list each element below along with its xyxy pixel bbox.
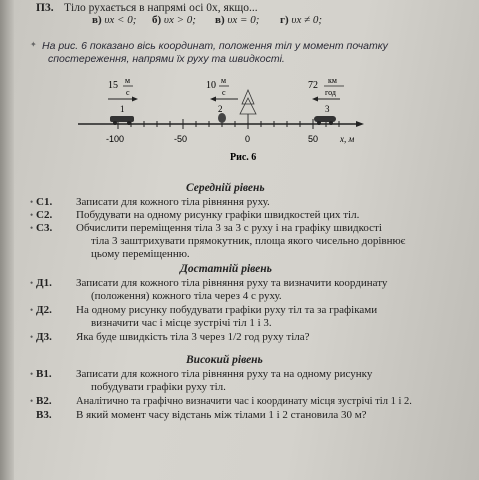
level-title-medium: Середній рівень [186, 182, 265, 194]
task-line: цьому переміщенню. [91, 248, 190, 260]
task-bullet-icon: • [30, 305, 34, 315]
tree-icon [242, 90, 254, 104]
body-2 [206, 76, 256, 123]
option-c [215, 14, 259, 26]
body-3-number: 3 [325, 104, 330, 114]
task-code: В3. [36, 409, 52, 421]
task-line: Записати для кожного тіла рівняння руху. [76, 196, 270, 208]
intro-bullet-icon: ✦ [30, 40, 37, 49]
body-3-unit-top: км [328, 76, 337, 85]
task-line: Побудувати на одному рисунку графіки швидкостей цих тіл. [76, 209, 360, 221]
body-2-unit-bottom: с [222, 88, 226, 97]
option-c-label: в) [215, 14, 225, 26]
task-bullet-icon: • [30, 223, 34, 233]
body-3 [308, 76, 344, 125]
task-code: С3. [36, 222, 53, 234]
intro-line-1: На рис. 6 показано вісь координат, положення тіл у момент початку [42, 40, 388, 52]
task-code: С2. [36, 209, 53, 221]
tick-label-0: 0 [245, 134, 251, 144]
body-1-number: 1 [120, 104, 125, 114]
intro-line-2: спостереження, напрями їх руху та швидкості. [48, 53, 285, 65]
option-b-text: υx > 0; [163, 14, 196, 26]
question-stem: Тіло рухається в напрямі осі 0х, якщо... [64, 2, 258, 14]
task-line: Яка буде швидкість тіла 3 через 1/2 год руху тіла? [76, 331, 310, 343]
body-3-speed: 72 [308, 80, 318, 91]
task-line: визначити час і місце зустрічі тіл 1 і 3. [91, 317, 272, 329]
figure-caption: Рис. 6 [230, 152, 257, 163]
task-code: С1. [36, 196, 53, 208]
option-d-text: υx ≠ 0; [291, 14, 323, 26]
task-line: На одному рисунку побудувати графіки руху тіл та за графіками [76, 304, 378, 316]
body-1 [108, 76, 138, 125]
tick-label-minus-100: -100 [106, 134, 125, 144]
task-line: Аналітично та графічно визначити час і координату місця зустрічі тіл 1 і 2. [76, 396, 412, 407]
tick-label-50: 50 [308, 134, 319, 144]
option-d [280, 14, 322, 26]
axis-label: x, м [340, 134, 355, 144]
option-c-text: υx = 0; [227, 14, 260, 26]
body-3-unit-bottom: год [325, 88, 336, 97]
body-2-arrow-head-icon [210, 97, 216, 102]
task-bullet-icon: • [30, 278, 34, 288]
task-bullet-icon: • [30, 210, 34, 220]
task-code: Д3. [36, 331, 52, 343]
option-a-label: в) [92, 14, 102, 26]
task-bullet-icon: • [30, 197, 34, 207]
task-bullet-icon: • [30, 332, 34, 342]
body-2-number: 2 [218, 104, 223, 114]
body-2-speed: 10 [206, 80, 216, 91]
x-axis-arrow-icon [356, 121, 364, 127]
question-code: П3. [36, 2, 54, 14]
coordinate-axis-diagram [70, 64, 400, 164]
task-code: Д2. [36, 304, 52, 316]
task-line: тіла 3 заштрихувати прямокутник, площа якого чисельно дорівнює [91, 235, 406, 247]
body-1-unit-bottom: с [126, 88, 130, 97]
body-1-arrow-head-icon [132, 97, 138, 102]
task-line: побудувати графіки руху тіл. [91, 381, 226, 393]
tick-label-minus-50: -50 [174, 134, 188, 144]
body-1-unit-top: м [125, 76, 131, 85]
page-spine-shadow [0, 0, 14, 480]
figure-6 [70, 64, 400, 164]
car-3-icon [314, 116, 336, 122]
option-a-text: υx < 0; [104, 14, 137, 26]
body-3-arrow-head-icon [312, 97, 318, 102]
level-title-sufficient: Достатній рівень [180, 263, 272, 275]
body-1-speed: 15 [108, 80, 118, 91]
task-line: Записати для кожного тіла рівняння руху та визначити координату [76, 277, 388, 289]
task-line: Записати для кожного тіла рівняння руху та на одному рисунку [76, 368, 373, 380]
level-title-high: Високий рівень [186, 354, 263, 366]
task-code: В2. [36, 395, 52, 407]
task-code: Д1. [36, 277, 52, 289]
person-2-icon [218, 113, 226, 123]
task-bullet-icon: • [30, 369, 34, 379]
task-line: (положення) кожного тіла через 4 с руху. [91, 290, 282, 302]
body-2-unit-top: м [221, 76, 227, 85]
car-1-icon [110, 116, 134, 122]
task-line: Обчислити переміщення тіла 3 за 3 с руху і на графіку швидкості [76, 222, 382, 234]
option-b-label: б) [152, 14, 162, 26]
task-bullet-icon: • [30, 396, 34, 406]
option-b [152, 14, 196, 26]
option-a [92, 14, 136, 26]
task-code: В1. [36, 368, 52, 380]
option-d-label: г) [280, 14, 289, 26]
task-line: В який момент часу відстань між тілами 1 і 2 становила 30 м? [76, 409, 367, 421]
